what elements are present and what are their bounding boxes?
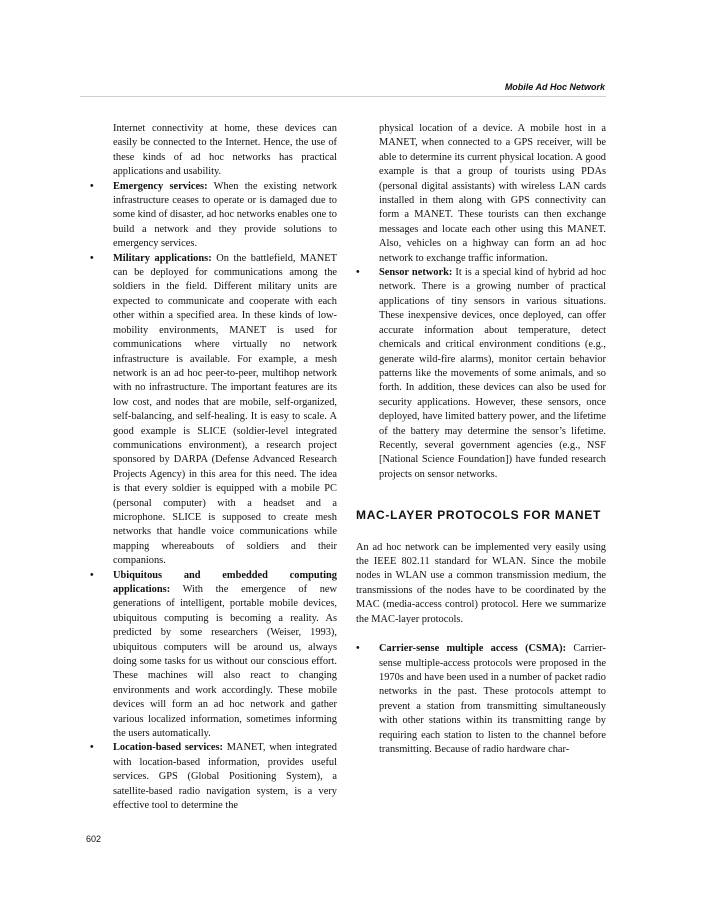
bullet-term: Carrier-sense multiple access (CSMA): — [379, 643, 567, 655]
bullet-term: Location-based services: — [113, 742, 223, 754]
bullet-marker: • — [90, 252, 94, 264]
bullet-term: Military applications: — [113, 252, 212, 264]
bullet-csma — [356, 642, 606, 757]
section-paragraph: An ad hoc network can be implemented very easily using the IEEE 802.11 standard for WLAN. Since the mobile nodes in WLAN use a common transmission medium, the transmissions of the nodes have to be coordinated by the MAC (media-access control) protocol. Here we summarize the MAC-layer protocols. — [356, 541, 606, 625]
bullet-text: With the emergence of new generations of intelligent, portable mobile devices, ubiquitous computing is becoming a reality. As predicted by some researchers (Weiser, 1993), ubiquitous computers will be around us, always doing some tasks for us without our conscious effort. These machines will also react to changing environments and work accordingly. These mobile devices will form an ad hoc network and gather various localized information, sometimes informing the users automatically. — [113, 584, 337, 740]
bullet-marker: • — [356, 643, 360, 655]
bullet-marker: • — [90, 180, 94, 192]
right-column — [356, 122, 606, 757]
bullet-location-based-services — [90, 741, 337, 813]
bullet-text: When the existing network infrastructure ceases to operate or is damaged due to some kind of disaster, ad hoc networks enables one to build a network and they provide solutions to emergency services. — [113, 180, 337, 250]
bullet-sensor-network — [356, 266, 606, 482]
bullet-term: Ubiquitous and embedded computing applications: — [113, 569, 337, 595]
bullet-term: Sensor network: — [379, 267, 453, 279]
bullet-text: On the battlefield, MANET can be deployed for communications among the soldiers in the field. Different military units are expected to communicate and cooperate with each other within a specified area. In these kinds of low-mobility environments, MANET is used for communications where virtually no network infrastructure is available. For example, a mesh network is an ad hoc peer-to-peer, multihop network with no infrastructure. The important features are its low cost, and nodes that are mobile, self-organized, self-balancing, and self-healing. It is easy to scale. A good example is SLICE (soldier-level integrated communications environment), a research project sponsored by DARPA (Defense Advanced Research Projects Agency) in this area for this need. The idea is that every soldier is equipped with a mobile PC (personal computer) with a headset and a microphone. SLICE is supposed to create mesh networks that handle voice communications while mapping whereabouts of soldiers and their companions. — [113, 252, 338, 567]
bullet-military-applications — [90, 252, 337, 569]
bullet-term: Emergency services: — [113, 180, 208, 192]
running-head: Mobile Ad Hoc Network — [504, 82, 605, 92]
bullet-text: Carrier-sense multiple-access protocols were proposed in the 1970s and have been used in a number of packet radio networks in the past. These protocols attempt to prevent a station from transmitting simultaneously with other stations within its transmitting range by requiring each station to listen to the channel before transmitting. Because of radio hardware char- — [379, 643, 606, 755]
continuation-paragraph: Internet connectivity at home, these devices can easily be connected to the Internet. Hence, the use of these kinds of ad hoc networks has practical applications and usability. — [113, 123, 337, 178]
bullet-marker: • — [90, 569, 94, 581]
bullet-text: It is a special kind of hybrid ad hoc network. There is a growing number of practical applications of tiny sensors in various situations. These inexpensive devices, once deployed, can offer accurate information about temperature, detect chemicals and critical environment conditions (e.g., generate wild-fire alarms), monitor certain behavior patterns like the movements of some animals, and so forth. In addition, these devices can also be used for security applications. However, these sensors, once deployed, have limited battery power, and the lifetime of the battery may determine the sensor’s lifetime. Recently, several government agencies (e.g., NSF [National Science Foundation]) have funded research projects on sensor networks. — [379, 267, 606, 480]
bullet-ubiquitous-computing — [90, 569, 337, 742]
bullet-text: MANET, when integrated with location-based information, provides useful services. GPS (Global Positioning System), a satellite-based radio navigation system, is a very effective tool to determine the — [113, 742, 337, 812]
section-heading: MAC-LAYER PROTOCOLS FOR MANET — [356, 508, 601, 523]
bullet-emergency-services — [90, 180, 337, 252]
paragraph-gap — [356, 627, 606, 642]
left-column — [90, 122, 337, 814]
continuation-paragraph: physical location of a device. A mobile host in a MANET, when connected to a GPS receiver, will be able to determine its current physical location. A good example is that a group of tourists using PDAs (personal digital assistants) with wireless LAN cards installed in them along with GPS connectivity can form a MANET. These tourists can then exchange messages and locate each other using this MANET. Also, vehicles on a highway can form an ad hoc network to exchange traffic information. — [379, 123, 606, 264]
page-number: 602 — [86, 834, 102, 844]
bullet-marker: • — [90, 742, 94, 754]
header-rule — [80, 96, 606, 97]
bullet-marker: • — [356, 267, 360, 279]
